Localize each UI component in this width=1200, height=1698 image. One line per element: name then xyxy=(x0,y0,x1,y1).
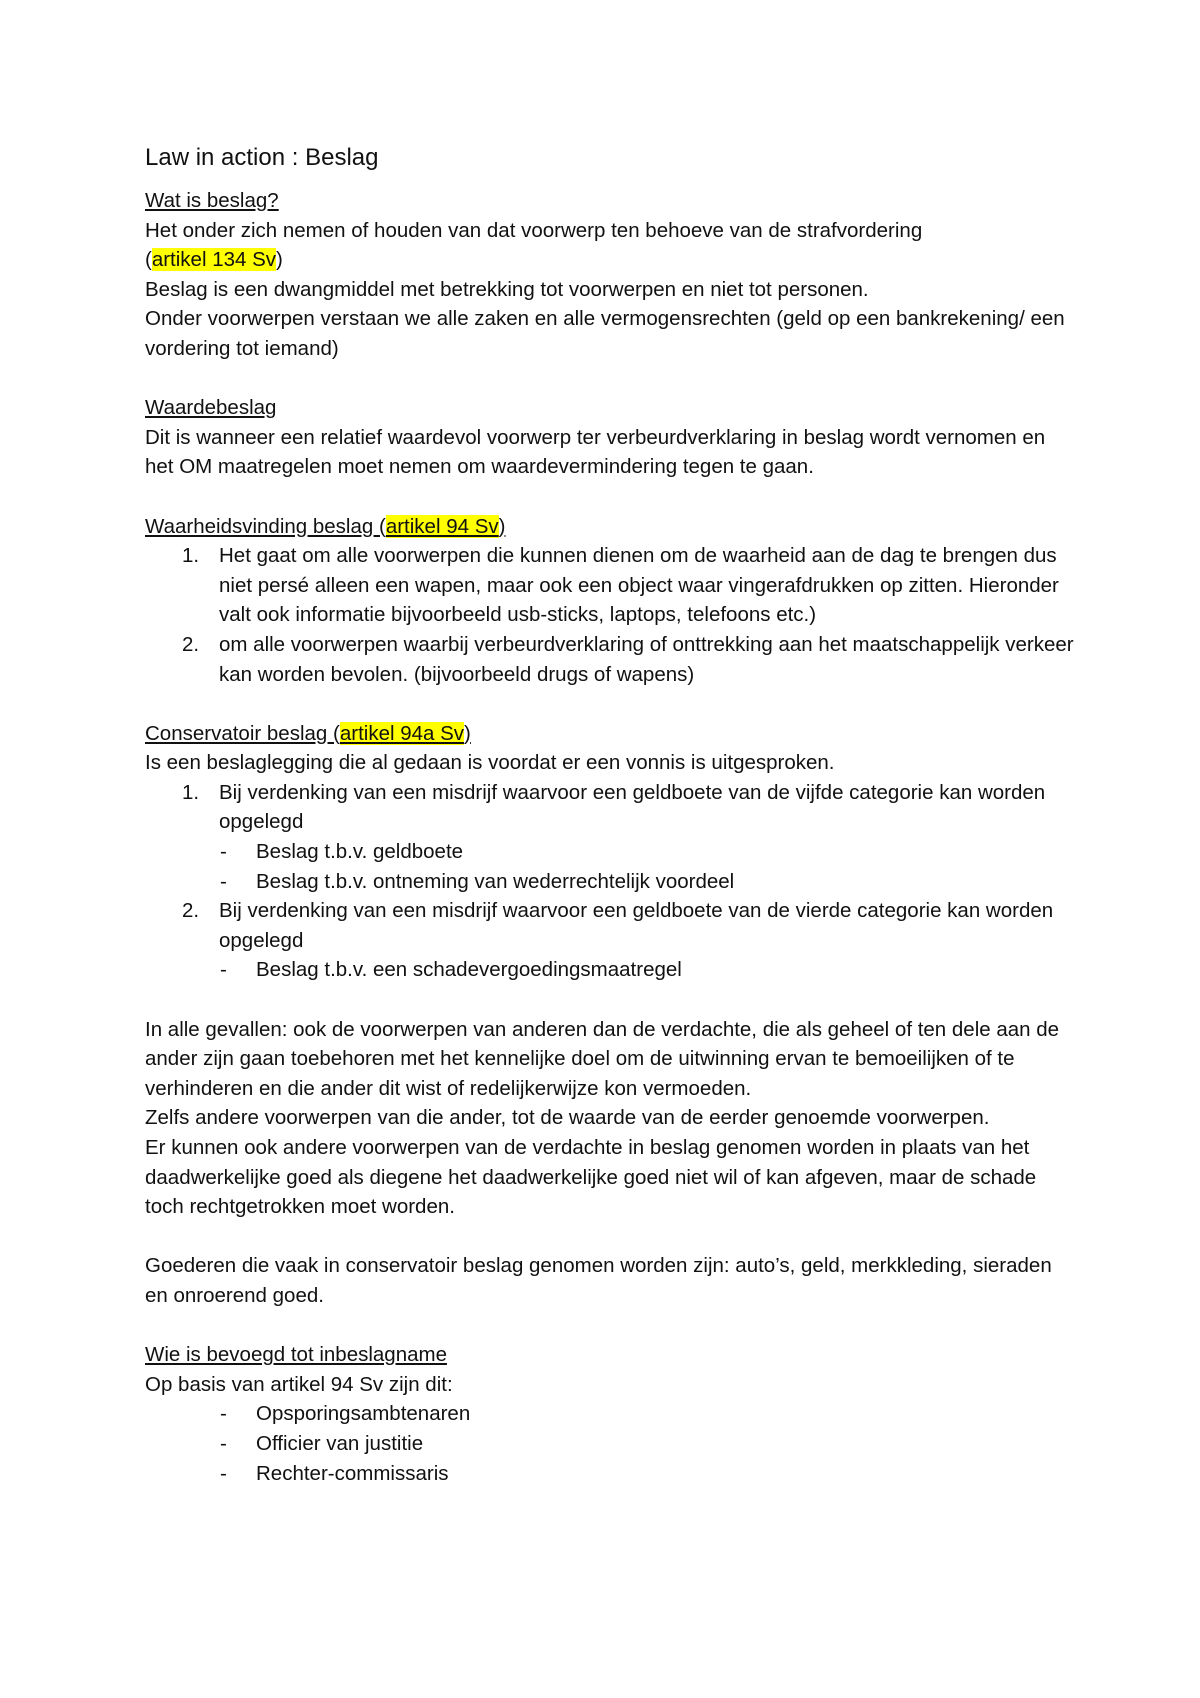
law-reference-highlight: artikel 94a Sv xyxy=(339,721,465,745)
definition-reference: (artikel 134 Sv) xyxy=(145,248,283,272)
document-body xyxy=(145,143,1075,1488)
paragraph: Beslag is een dwangmiddel met betrekking tot voorwerpen en niet tot personen. xyxy=(145,277,869,301)
paragraph: Er kunnen ook andere voorwerpen van de verdachte in beslag genomen worden in plaats van het daadwerkelijke goed als diegene het daadwerkelijke goed niet wil of kan afgeven, maar de schade toch rechtgetrokken moet worden. xyxy=(145,1136,1037,1219)
heading-waarheidsvinding-beslag: Waarheidsvinding beslag (artikel 94 Sv) xyxy=(145,514,506,538)
paragraph: In alle gevallen: ook de voorwerpen van anderen dan de verdachte, die als geheel of ten dele aan de ander zijn gaan toebehoren met het kennelijke doel om de uitwinning ervan te bemoeilijken of te verhinderen en die ander dit wist of redelijkerwijze kon vermoeden. xyxy=(145,1017,1060,1100)
sub-list-item: - Rechter-commissaris xyxy=(220,1461,449,1485)
paragraph: Is een beslaglegging die al gedaan is voordat er een vonnis is uitgesproken. xyxy=(145,751,835,775)
heading-wat-is-beslag: Wat is beslag? xyxy=(145,189,279,212)
definition-line: Het onder zich nemen of houden van dat voorwerp ten behoeve van de strafvordering xyxy=(145,218,923,242)
sub-list-item: - Opsporingsambtenaren xyxy=(220,1402,471,1426)
paragraph: Dit is wanneer een relatief waardevol voorwerp ter verbeurdverklaring in beslag wordt vernomen en het OM maatregelen moet nemen om waardevermindering tegen te gaan. xyxy=(145,425,1046,479)
sub-list-item: - Officier van justitie xyxy=(220,1431,424,1455)
heading-wie-is-bevoegd: Wie is bevoegd tot inbeslagname xyxy=(145,1343,447,1367)
sub-list-item: - Beslag t.b.v. een schadevergoedingsmaatregel xyxy=(220,958,682,982)
list-item: 2. om alle voorwerpen waarbij verbeurdverklaring of onttrekking aan het maatschappelijk verkeer kan worden bevolen. (bijvoorbeeld drugs of wapens) xyxy=(182,632,1074,686)
sub-list-item: - Beslag t.b.v. ontneming van wederrechtelijk voordeel xyxy=(220,869,735,893)
list-item: 1. Bij verdenking van een misdrijf waarvoor een geldboete van de vijfde categorie kan worden opgelegd xyxy=(182,780,1046,834)
heading-conservatoir-beslag: Conservatoir beslag (artikel 94a Sv) xyxy=(145,721,471,745)
document-title: Law in action : Beslag xyxy=(145,144,379,171)
paragraph: Onder voorwerpen verstaan we alle zaken en alle vermogensrechten (geld op een bankrekening/ een vordering tot iemand) xyxy=(145,307,1065,360)
list-item: 1. Het gaat om alle voorwerpen die kunnen dienen om de waarheid aan de dag te brengen dus niet persé alleen een wapen, maar ook een object waar vingerafdrukken op zitten. Hieronder valt ook informatie bijvoorbeeld usb-sticks, laptops, telefoons etc.) xyxy=(182,544,1059,627)
paragraph: Goederen die vaak in conservatoir beslag genomen worden zijn: auto’s, geld, merkkleding, sieraden en onroerend goed. xyxy=(145,1254,1052,1307)
paragraph: Zelfs andere voorwerpen van die ander, tot de waarde van de eerder genoemde voorwerpen. xyxy=(145,1106,990,1130)
sub-list-item: - Beslag t.b.v. geldboete xyxy=(220,840,464,864)
paragraph: Op basis van artikel 94 Sv zijn dit: xyxy=(145,1372,453,1396)
law-reference-highlight: artikel 94 Sv xyxy=(385,514,499,538)
heading-waardebeslag: Waardebeslag xyxy=(145,396,277,420)
law-reference-highlight: artikel 134 Sv xyxy=(151,248,277,272)
list-item: 2. Bij verdenking van een misdrijf waarvoor een geldboete van de vierde categorie kan worden opgelegd xyxy=(182,899,1054,952)
